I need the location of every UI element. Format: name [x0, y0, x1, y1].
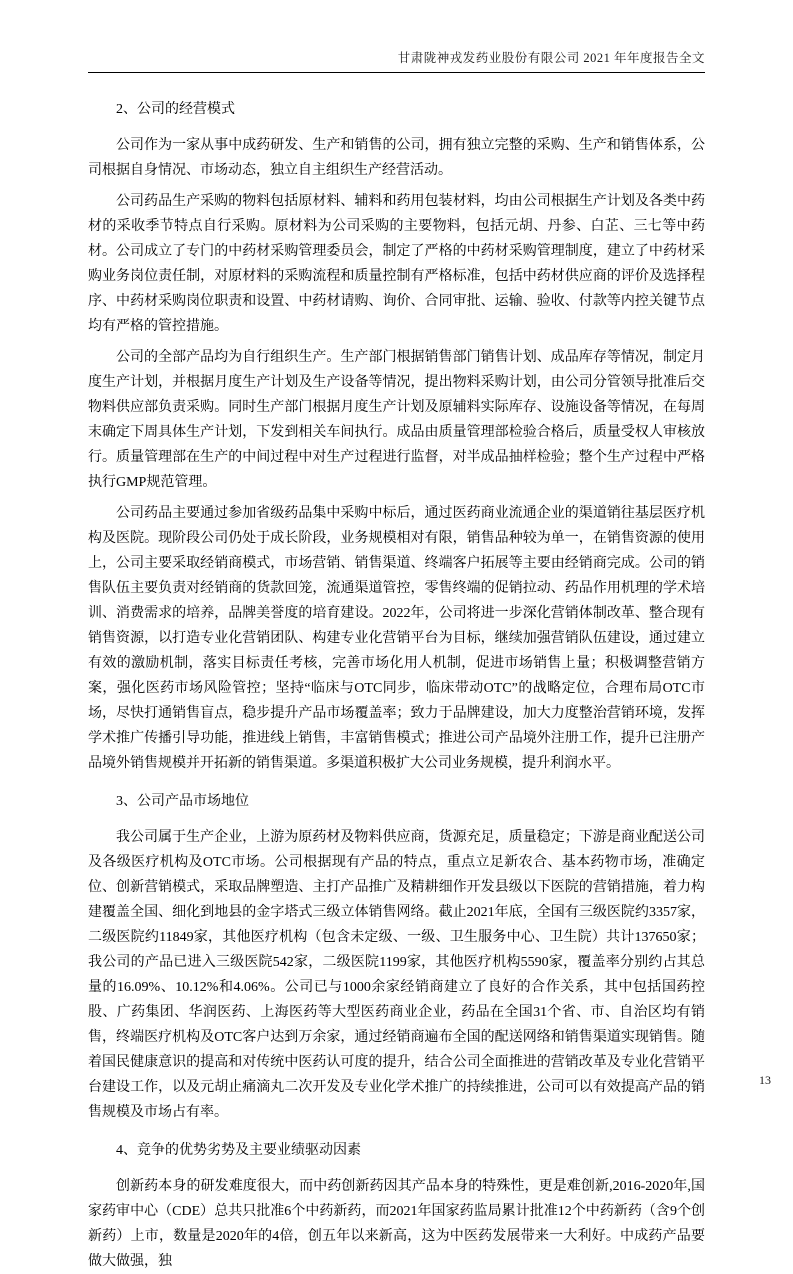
section-heading-competition: 4、竞争的优势劣势及主要业绩驱动因素	[116, 1143, 361, 1158]
paragraph: 公司的全部产品均为自行组织生产。生产部门根据销售部门销售计划、成品库存等情况，制定月度生产计划，并根据月度生产计划及生产设备等情况，提出物料采购计划，由公司分管领导批准后交物料供应部负责采购。同时生产部门根据月度生产计划及原辅料实际库存、设施设备等情况，在每周末确定下周具体生产计划，下发到相关车间执行。成品由质量管理部检验合格后，质量受权人审核放行。质量管理部在生产的中间过程中对生产过程进行监督，对半成品抽样检验；整个生产过程中严格执行GMP规范管理。	[88, 350, 705, 490]
document-content	[88, 97, 705, 1274]
section-heading-business-model: 2、公司的经营模式	[116, 102, 235, 117]
paragraph: 公司药品生产采购的物料包括原材料、辅料和药用包装材料，均由公司根据生产计划及各类中药材的采收季节特点自行采购。原材料为公司采购的主要物料，包括元胡、丹参、白芷、三七等中药材。公司成立了专门的中药材采购管理委员会，制定了严格的中药材采购管理制度，建立了中药材采购业务岗位责任制，对原材料的采购流程和质量控制有严格标准，包括中药材供应商的评价及选择程序、中药材采购岗位职责和设置、中药材请购、询价、合同审批、运输、验收、付款等内控关键节点均有严格的管控措施。	[88, 194, 705, 334]
section-heading-market-position: 3、公司产品市场地位	[116, 794, 249, 809]
paragraph: 公司药品主要通过参加省级药品集中采购中标后，通过医药商业流通企业的渠道销往基层医疗机构及医院。现阶段公司仍处于成长阶段，业务规模相对有限，销售品种较为单一，在销售资源的使用上，公司主要采取经销商模式，市场营销、销售渠道、终端客户拓展等主要由经销商完成。公司的销售队伍主要负责对经销商的货款回笼，流通渠道管控，零售终端的促销拉动、药品作用机理的学术培训、消费需求的培养，品牌美誉度的培育建设。2022年，公司将进一步深化营销体制改革、整合现有销售资源，以打造专业化营销团队、构建专业化营销平台为目标，继续加强营销队伍建设，通过建立有效的激励机制，落实目标责任考核，完善市场化用人机制，促进市场销售上量；积极调整营销方案，强化医药市场风险管控；坚持“临床与OTC同步，临床带动OTC”的战略定位，合理布局OTC市场，尽快打通销售盲点，稳步提升产品市场覆盖率；致力于品牌建设，加大力度整治营销环境，发挥学术推广传播引导功能，推进线上销售，丰富销售模式；推进公司产品境外注册工作，提升已注册产品境外销售规模并开拓新的销售渠道。多渠道积极扩大公司业务规模，提升利润水平。	[88, 506, 705, 771]
paragraph: 创新药本身的研发难度很大，而中药创新药因其产品本身的特殊性，更是难创新,2016-2020年,国家药审中心（CDE）总共只批准6个中药新药，而2021年国家药监局累计批准12个中药新药（含9个创新药）上市，数量是2020年的4倍，创五年以来新高，这为中医药发展带来一大利好。中成药产品要做大做强，独	[88, 1179, 705, 1269]
page-header	[88, 48, 705, 73]
paragraph: 公司作为一家从事中成药研发、生产和销售的公司，拥有独立完整的采购、生产和销售体系，公司根据自身情况、市场动态，独立自主组织生产经营活动。	[88, 138, 705, 178]
header-title: 甘肃陇神戎发药业股份有限公司 2021 年年度报告全文	[397, 51, 705, 65]
paragraph: 我公司属于生产企业，上游为原药材及物料供应商，货源充足，质量稳定；下游是商业配送公司及各级医疗机构及OTC市场。公司根据现有产品的特点，重点立足新农合、基本药物市场，准确定位、创新营销模式，采取品牌塑造、主打产品推广及精耕细作开发县级以下医院的营销措施，着力构建覆盖全国、细化到地县的金字塔式三级立体销售网络。截止2021年底，全国有三级医院约3357家，二级医院约11849家，其他医疗机构（包含未定级、一级、卫生服务中心、卫生院）共计137650家；我公司的产品已进入三级医院542家，二级医院1199家，其他医疗机构5590家，覆盖率分别约占其总量的16.09%、10.12%和4.06%。公司已与1000余家经销商建立了良好的合作关系，其中包括国药控股、广药集团、华润医药、上海医药等大型医药商业企业，药品在全国31个省、市、自治区均有销售，终端医疗机构及OTC客户达到万余家，通过经销商遍布全国的配送网络和销售渠道实现销售。随着国民健康意识的提高和对传统中医药认可度的提升，结合公司全面推进的营销改革及专业化营销平台建设工作，以及元胡止痛滴丸二次开发及专业化学术推广的持续推进，公司可以有效提高产品的销售规模及市场占有率。	[88, 830, 705, 1120]
page-footer	[759, 1073, 771, 1088]
page-number: 13	[759, 1073, 771, 1087]
